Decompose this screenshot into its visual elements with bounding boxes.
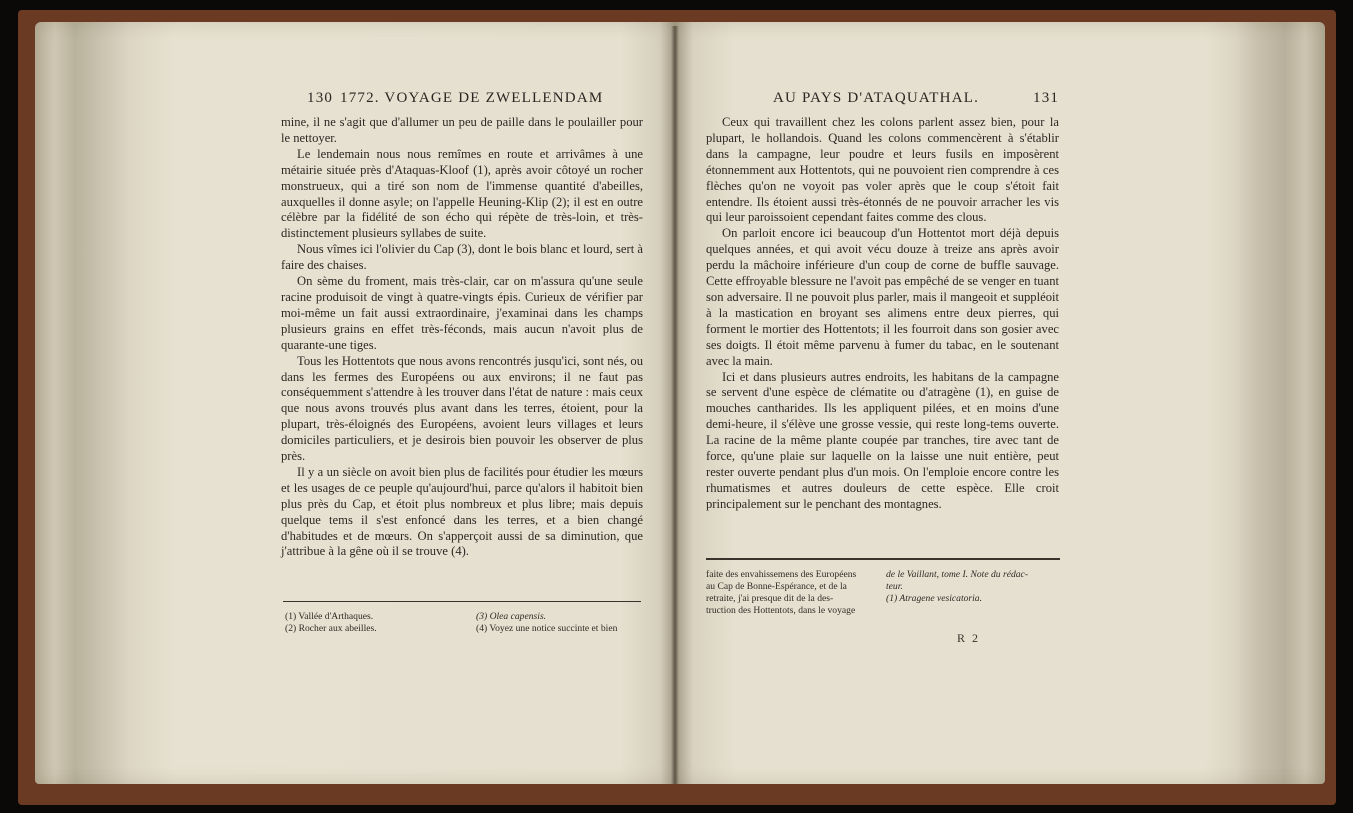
right-running-head: AU PAYS D'ATAQUATHAL.: [773, 90, 980, 106]
paragraph: Il y a un siècle on avoit bien plus de facilités pour étudier les mœurs et les usages de ce peuple qu'aujourd'hui, parce qu'alors il habitoit bien plus près du Cap, et étoit plus nombreux et plus libre; mais depuis quelque tems il s'est enfoncé dans les terres, et a bien changé d'habitudes et de mœurs. On s'apperçoit aussi de sa diminution, que j'attribue à la gêne où il se trouve (4).: [281, 464, 643, 559]
footnote: (1) Vallée d'Arthaques.: [285, 611, 374, 622]
paragraph: Tous les Hottentots que nous avons rencontrés jusqu'ici, sont nés, ou dans les fermes des Européens ou aux environs; il ne faut pas conséquemment s'attendre à les trouver dans l'état de nature : mais ceux que nous avons trouvés plus avant dans les terres, étoient, pour la plupart, très-éloignés des Européens, avoient leurs villages et leurs domiciles particuliers, et je desirois bien pouvoir les observer de plus près.: [281, 353, 643, 464]
paragraph: Ici et dans plusieurs autres endroits, les habitans de la campagne se servent d'une espèce de clématite ou d'atragène (1), en guise de mouches cantharides. Ils les appliquent pilées, et en moins d'une demi-heure, il s'élève une grosse vessie, qui reste long-tems ouverte. La racine de la même plante coupée par tranches, tire avec tant de force, qu'une plaie sur laquelle on la laisse une nuit entière, peut rester ouverte pendant plus d'un mois. On l'emploie encore contre les rhumatismes et autres douleurs de cette espèce. Elle croit principalement sur le penchant des montagnes.: [706, 369, 1059, 511]
footnote: truction des Hottentots, dans le voyage: [706, 605, 856, 616]
footnote: (4) Voyez une notice succinte et bien: [476, 623, 618, 634]
paragraph: Nous vîmes ici l'olivier du Cap (3), dont le bois blanc et lourd, sert à faire des chaises.: [281, 242, 643, 273]
paragraph: On sème du froment, mais très-clair, car on m'assura qu'une seule racine produisoit de vingt à quatre-vingts épis. Curieux de vérifier par moi-même un fait aussi extraordinaire, j'examinai dans les champs plusieurs grains en effet très-féconds, mais aucun n'avoit plus de quarante-une tiges.: [281, 274, 643, 352]
footnote-rule: [283, 601, 641, 602]
book-gutter: [671, 26, 679, 784]
footnote: (3) Olea capensis.: [476, 611, 547, 622]
footnote: de le Vaillant, tome I. Note du rédac-: [886, 569, 1029, 580]
left-footnotes-col1: [285, 611, 377, 635]
footnote: retraite, j'ai presque dit de la des-: [706, 593, 834, 604]
left-running-head: 1772. VOYAGE DE ZWELLENDAM: [340, 90, 604, 106]
paragraph: On parloit encore ici beaucoup d'un Hottentot mort déjà depuis quelques années, et qui avoit vécu douze à treize ans après avoir perdu la mâchoire inférieure d'un coup de corne de buffle sauvage. Cette effroyable blessure ne l'avoit pas empêché de se venger en tuant son adversaire. Il ne pouvoit plus parler, mais il mangeoit et suppléoit à la mastication en broyant ses alimens entre deux pierres, qui forment le mortier des Hottentots; il les fourroit dans son gosier avec ses doigts. Il étoit même parvenu à fumer du tabac, en le soutenant avec la main.: [706, 226, 1059, 368]
right-footnotes-col2: [886, 569, 1028, 605]
footnote-rule: [706, 558, 1060, 560]
right-body-text: [706, 115, 1059, 513]
paragraph: Ceux qui travaillent chez les colons parlent assez bien, pour la plupart, le hollandois. Quand les colons commencèrent à s'établir dans la campagne, leur poudre et leurs fusils en imposèrent étonnemment aux Hottentots, qui ne pouvoient rien comprendre à ces flèches qu'on ne voyoit pas voler après que le coup s'étoit fait entendre. Ils étoient aussi très-étonnés de ne pouvoir arracher les vis qui leur paroissoient cependant faites comme des clous.: [706, 115, 1059, 225]
paragraph: Le lendemain nous nous remîmes en route et arrivâmes à une métairie située près d'Ataquas-Kloof (1), après avoir côtoyé un rocher monstrueux, qui a tiré son nom de l'immense quantité d'abeilles, auxquelles il donne asyle; on l'appelle Heuning-Klip (2); il est en outre célèbre par la fidélité de son écho qui répète de très-loin, et très-distinctement plusieurs syllabes de suite.: [281, 146, 643, 241]
right-page-number: 131: [1033, 90, 1060, 106]
footnote: au Cap de Bonne-Espérance, et de la: [706, 581, 847, 592]
footnote: (1) Atragene vesicatoria.: [886, 593, 983, 604]
left-footnotes-col2: [476, 611, 617, 635]
right-page: [675, 22, 1325, 784]
left-page: [35, 22, 675, 784]
left-body-text: [281, 115, 643, 560]
footnote: teur.: [886, 581, 903, 592]
signature-mark: R 2: [957, 631, 981, 645]
left-page-number: 130: [307, 90, 334, 106]
footnote: (2) Rocher aux abeilles.: [285, 623, 377, 634]
paragraph: mine, il ne s'agit que d'allumer un peu de paille dans le poulailler pour le nettoyer.: [281, 115, 643, 145]
right-footnotes-col1: [706, 569, 856, 617]
footnote: faite des envahissemens des Européens: [706, 569, 857, 580]
